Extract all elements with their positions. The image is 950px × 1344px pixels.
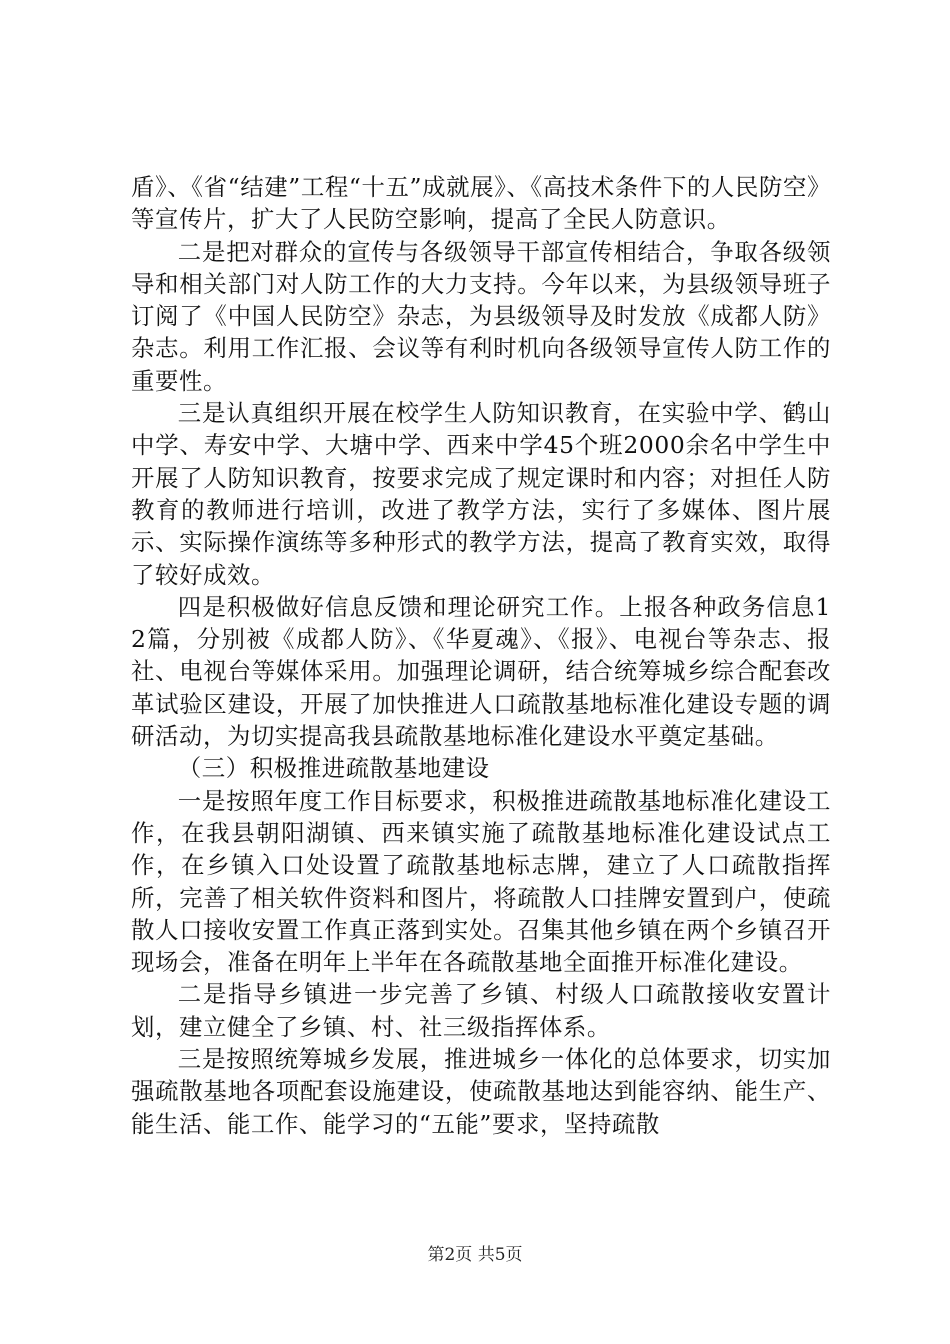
paragraph-resettlement-plan: 二是指导乡镇进一步完善了乡镇、村级人口疏散接收安置计划，建立健全了乡镇、村、社三级指挥体系。	[131, 980, 831, 1041]
paragraph-continuation: 盾》、《省“结建”工程“十五”成就展》、《高技术条件下的人民防空》等宣传片，扩大了人民防空影响，提高了全民人防意识。	[131, 173, 831, 234]
page-footer: 第2页 共5页	[427, 1245, 523, 1265]
paragraph-facility-construction: 三是按照统筹城乡发展，推进城乡一体化的总体要求，切实加强疏散基地各项配套设施建设，使疏散基地达到能容纳、能生产、能生活、能工作、能学习的“五能”要求，坚持疏散	[131, 1045, 831, 1138]
section-heading: （三）积极推进疏散基地建设	[177, 754, 490, 783]
document-body	[131, 171, 831, 1140]
paragraph-leadership-publicity: 二是把对群众的宣传与各级领导干部宣传相结合，争取各级领导和相关部门对人防工作的大力支持。今年以来，为县级领导班子订阅了《中国人民防空》杂志，为县级领导及时发放《成都人防》杂志。利用工作汇报、会议等有利时机向各级领导宣传人防工作的重要性。	[131, 237, 831, 395]
paragraph-student-education: 三是认真组织开展在校学生人防知识教育，在实验中学、鹤山中学、寿安中学、大塘中学、西来中学45个班2000余名中学生中开展了人防知识教育，按要求完成了规定课时和内容；对担任人防教育的教师进行培训，改进了教学方法，实行了多媒体、图片展示、实际操作演练等多种形式的教学方法，提高了教育实效，取得了较好成效。	[131, 399, 831, 589]
paragraph-information-research: 四是积极做好信息反馈和理论研究工作。上报各种政务信息12篇，分别被《成都人防》、《华夏魂》、《报》、电视台等杂志、报社、电视台等媒体采用。加强理论调研，结合统筹城乡综合配套改革试验区建设，开展了加快推进人口疏散基地标准化建设专题的调研活动，为切实提高我县疏散基地标准化建设水平奠定基础。	[131, 592, 831, 751]
paragraph-base-standardization: 一是按照年度工作目标要求，积极推进疏散基地标准化建设工作，在我县朝阳湖镇、西来镇实施了疏散基地标准化建设试点工作，在乡镇入口处设置了疏散基地标志牌，建立了人口疏散指挥所，完善了相关软件资料和图片，将疏散人口挂牌安置到户，使疏散人口接收安置工作真正落到实处。召集其他乡镇在两个乡镇召开现场会，准备在明年上半年在各疏散基地全面推开标准化建设。	[131, 786, 831, 977]
